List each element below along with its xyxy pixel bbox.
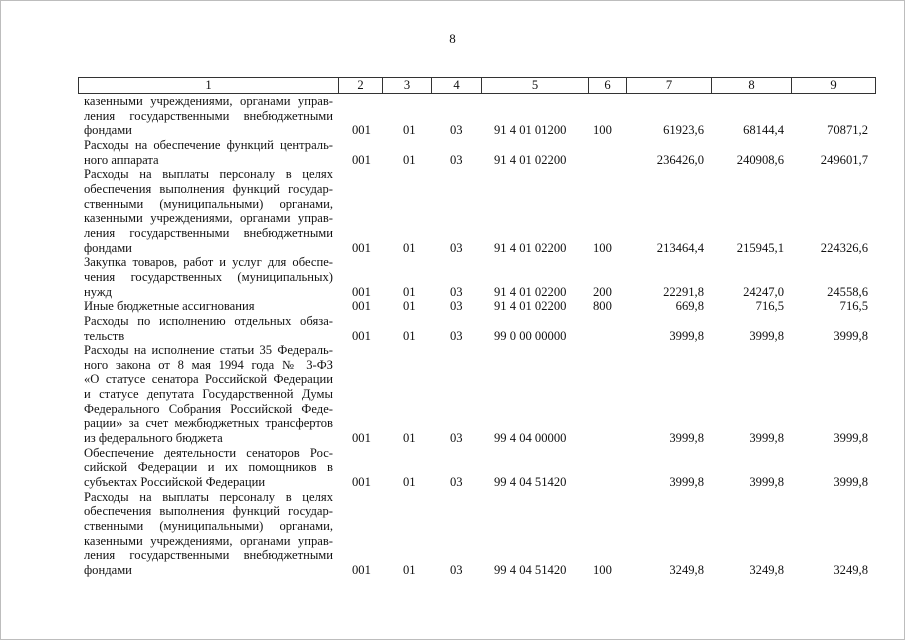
table-row: [78, 167, 874, 255]
table-row: [78, 138, 874, 167]
cell-value-col7: 3999,8: [669, 431, 704, 446]
description-line: из федерального бюджета: [84, 431, 223, 446]
description-line: фондами: [84, 123, 132, 138]
row-description: [78, 490, 337, 578]
row-description: [78, 343, 337, 446]
cell-value-col7: 3999,8: [669, 475, 704, 490]
cell-section: 01: [403, 475, 416, 490]
cell-chapter: 001: [352, 299, 371, 314]
row-description: [78, 255, 337, 299]
cell-chapter: 001: [352, 123, 371, 138]
cell-expense-type: 200: [593, 284, 612, 299]
cell-subsection: 03: [450, 328, 463, 343]
description-line: фондами: [84, 563, 132, 577]
description-line: сийской Федерации и их помощников в: [84, 460, 333, 475]
row-description: [78, 314, 337, 343]
column-header-6: 6: [588, 78, 626, 93]
cell-value-col8: 3249,8: [749, 563, 784, 577]
description-line: казенными учреждениями, органами управ-: [84, 211, 333, 226]
budget-table-body: [78, 94, 874, 578]
cell-value-col8: 240908,6: [736, 152, 784, 167]
description-line: рации» за счет межбюджетных трансфертов: [84, 416, 333, 431]
cell-subsection: 03: [450, 475, 463, 490]
cell-section: 01: [403, 284, 416, 299]
cell-value-col8: 3999,8: [749, 328, 784, 343]
table-row: [78, 255, 874, 299]
column-header-3: 3: [382, 78, 431, 93]
cell-subsection: 03: [450, 284, 463, 299]
description-line: Расходы по исполнению отдельных обяза-: [84, 313, 333, 328]
cell-expense-type: 100: [593, 123, 612, 138]
description-line: ления государственными внебюджетными: [84, 108, 333, 123]
cell-target-article: 91 4 01 02200: [494, 299, 567, 314]
cell-subsection: 03: [450, 240, 463, 255]
cell-value-col8: 68144,4: [743, 123, 784, 138]
cell-target-article: 99 4 04 51420: [494, 475, 567, 490]
cell-value-col8: 24247,0: [743, 284, 784, 299]
column-header-7: 7: [626, 78, 711, 93]
cell-chapter: 001: [352, 328, 371, 343]
cell-expense-type: 100: [593, 563, 612, 577]
cell-chapter: 001: [352, 284, 371, 299]
cell-target-article: 99 4 04 00000: [494, 431, 567, 446]
description-line: обеспечения выполнения функций государ-: [84, 181, 333, 196]
cell-value-col8: 3999,8: [749, 475, 784, 490]
description-line: ственными (муниципальными) органами,: [84, 196, 333, 211]
description-line: обеспечения выполнения функций государ-: [84, 504, 333, 519]
cell-section: 01: [403, 240, 416, 255]
description-line: Расходы на исполнение статьи 35 Федераль-: [84, 343, 333, 358]
cell-value-col9: 3249,8: [833, 563, 868, 577]
column-header-1: 1: [205, 78, 212, 92]
cell-value-col7: 3249,8: [669, 563, 704, 577]
cell-value-col7: 236426,0: [656, 152, 704, 167]
cell-value-col9: 249601,7: [820, 152, 868, 167]
cell-target-article: 99 0 00 00000: [494, 328, 567, 343]
cell-target-article: 91 4 01 02200: [494, 152, 567, 167]
column-header-8: 8: [711, 78, 791, 93]
row-description: [78, 94, 337, 138]
cell-target-article: 99 4 04 51420: [494, 563, 567, 577]
description-line: Закупка товаров, работ и услуг для обеспе-: [84, 255, 333, 270]
description-line: ления государственными внебюджетными: [84, 548, 333, 563]
cell-value-col9: 3999,8: [833, 431, 868, 446]
description-line: Иные бюджетные ассигнования: [84, 299, 255, 314]
description-line: ного закона от 8 мая 1994 года № 3-ФЗ: [84, 357, 333, 372]
cell-value-col8: 215945,1: [736, 240, 784, 255]
cell-subsection: 03: [450, 563, 463, 577]
description-line: ственными (муниципальными) органами,: [84, 519, 333, 534]
cell-section: 01: [403, 299, 416, 314]
cell-value-col9: 3999,8: [833, 328, 868, 343]
cell-section: 01: [403, 431, 416, 446]
description-line: Федерального Собрания Российской Феде-: [84, 401, 333, 416]
cell-chapter: 001: [352, 240, 371, 255]
cell-subsection: 03: [450, 299, 463, 314]
page-number: 8: [449, 31, 456, 46]
description-line: «О статусе сенатора Российской Федерации: [84, 372, 333, 387]
description-line: субъектах Российской Федерации: [84, 475, 266, 490]
cell-target-article: 91 4 01 02200: [494, 284, 567, 299]
description-line: ления государственными внебюджетными: [84, 225, 333, 240]
description-line: и статусе депутата Государственной Думы: [84, 387, 333, 402]
cell-chapter: 001: [352, 563, 371, 577]
cell-value-col9: 24558,6: [827, 284, 868, 299]
column-header-4: 4: [431, 78, 481, 93]
cell-value-col8: 716,5: [755, 299, 784, 314]
cell-expense-type: 100: [593, 240, 612, 255]
row-description: [78, 446, 337, 490]
cell-value-col9: 224326,6: [820, 240, 868, 255]
cell-value-col9: 716,5: [839, 299, 868, 314]
cell-section: 01: [403, 152, 416, 167]
table-header: [78, 77, 876, 94]
table-row: [78, 94, 874, 138]
cell-section: 01: [403, 328, 416, 343]
cell-section: 01: [403, 123, 416, 138]
cell-target-article: 91 4 01 01200: [494, 123, 567, 138]
description-line: казенными учреждениями, органами управ-: [84, 533, 333, 548]
row-description: [78, 299, 337, 314]
cell-value-col9: 3999,8: [833, 475, 868, 490]
cell-value-col7: 669,8: [675, 299, 704, 314]
description-line: фондами: [84, 240, 132, 255]
description-line: Расходы на обеспечение функций централь-: [84, 137, 333, 152]
cell-value-col8: 3999,8: [749, 431, 784, 446]
cell-subsection: 03: [450, 152, 463, 167]
cell-value-col9: 70871,2: [827, 123, 868, 138]
table-row: [78, 446, 874, 490]
description-line: чения государственных (муниципальных): [84, 269, 333, 284]
row-description: [78, 167, 337, 255]
cell-target-article: 91 4 01 02200: [494, 240, 567, 255]
cell-chapter: 001: [352, 431, 371, 446]
description-line: нужд: [84, 284, 112, 299]
cell-subsection: 03: [450, 431, 463, 446]
row-description: [78, 138, 337, 167]
cell-chapter: 001: [352, 475, 371, 490]
description-line: Расходы на выплаты персоналу в целях: [84, 167, 333, 182]
cell-expense-type: 800: [593, 299, 612, 314]
column-header-9: 9: [791, 78, 875, 93]
column-header-5: 5: [481, 78, 588, 93]
description-line: казенными учреждениями, органами управ-: [84, 94, 333, 108]
column-header-2: 2: [338, 78, 382, 93]
table-row: [78, 490, 874, 578]
table-row: [78, 343, 874, 446]
cell-value-col7: 22291,8: [663, 284, 704, 299]
table-row: [78, 314, 874, 343]
table-row: [78, 299, 874, 314]
cell-chapter: 001: [352, 152, 371, 167]
cell-value-col7: 61923,6: [663, 123, 704, 138]
cell-value-col7: 213464,4: [656, 240, 704, 255]
description-line: Обеспечение деятельности сенаторов Рос-: [84, 445, 333, 460]
description-line: ного аппарата: [84, 152, 159, 167]
cell-subsection: 03: [450, 123, 463, 138]
cell-value-col7: 3999,8: [669, 328, 704, 343]
cell-section: 01: [403, 563, 416, 577]
description-line: Расходы на выплаты персоналу в целях: [84, 489, 333, 504]
description-line: тельств: [84, 328, 125, 343]
